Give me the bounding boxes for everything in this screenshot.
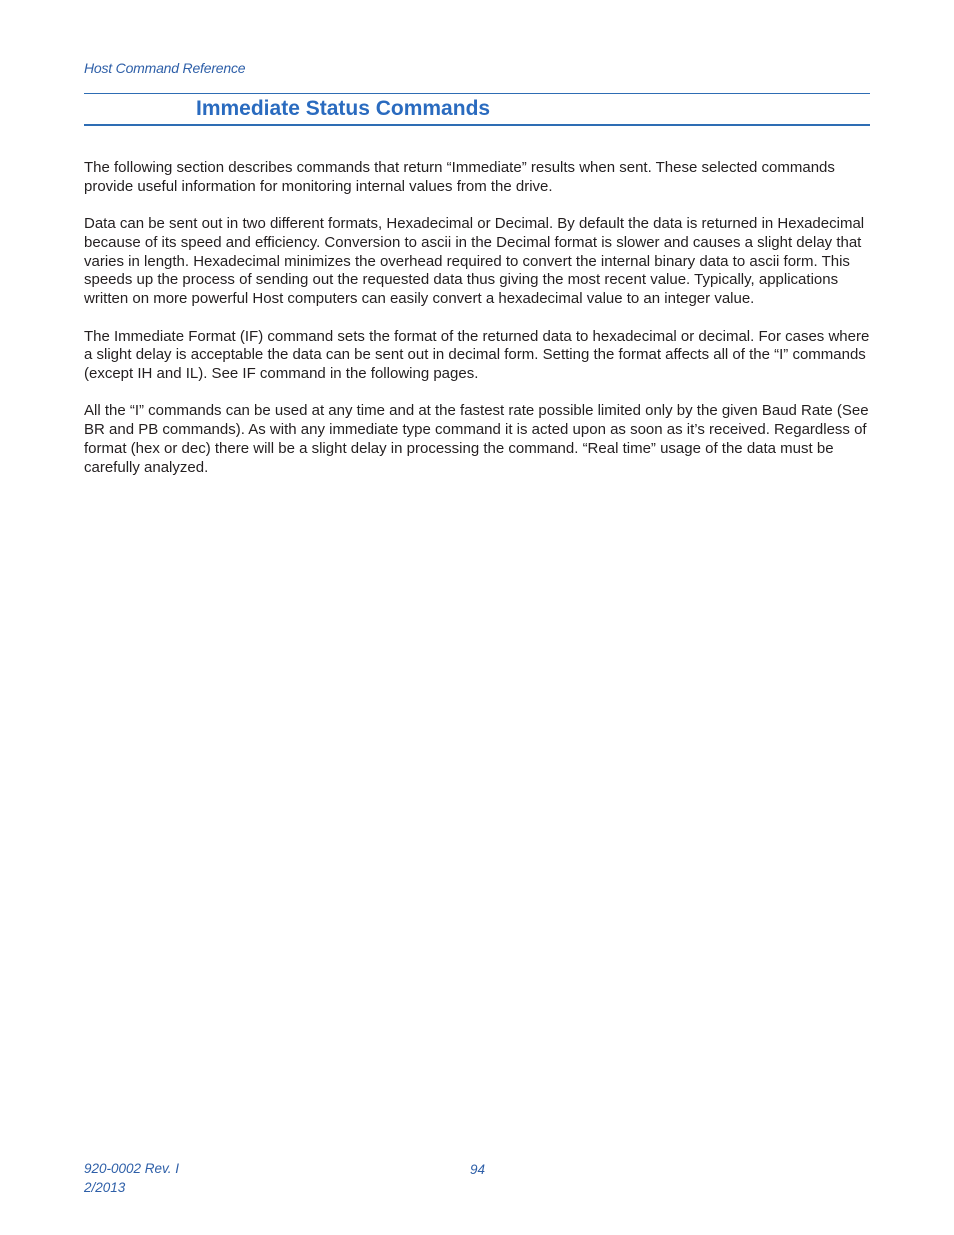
page-number: 94 — [470, 1162, 486, 1177]
paragraph-usage: All the “I” commands can be used at any time and at the fastest rate possible limited only by the given Baud Rate (See BR and PB commands). As with any immediate type command it is acted upon as soon as it’s received. Regardless of format (hex or dec) there will be a slight delay in processing the command. “Real time” usage of the data must be carefully analyzed. — [84, 402, 869, 476]
footer-doc-number: 920-0002 Rev. I — [84, 1161, 180, 1176]
paragraph-formats: Data can be sent out in two different formats, Hexadecimal or Decimal. By default the data is returned in Hexadecimal because of its speed and efficiency. Conversion to ascii in the Decimal format is slower and causes a slight delay that varies in length. Hexadecimal minimizes the overhead required to convert the internal binary data to ascii form. This speeds up the process of sending out the requested data thus giving the most recent value. Typically, applications written on more powerful Host computers can easily convert a hexadecimal value to an integer value. — [84, 215, 865, 308]
footer-document-info — [84, 1159, 179, 1197]
section-title-band — [84, 93, 870, 126]
section-title: Immediate Status Commands — [196, 97, 491, 120]
paragraph-immediate-format: The Immediate Format (IF) command sets the format of the returned data to hexadecimal or decimal. For cases where a slight delay is acceptable the data can be sent out in decimal form. Setting the format affects all of the “I” commands (except IH and IL). See IF command in the following pages. — [84, 327, 870, 383]
footer-date: 2/2013 — [84, 1180, 126, 1195]
body-text — [84, 159, 870, 496]
running-header: Host Command Reference — [84, 60, 246, 76]
paragraph-intro: The following section describes commands that return “Immediate” results when sent. These selected commands provide useful information for monitoring internal values from the drive. — [84, 159, 835, 195]
